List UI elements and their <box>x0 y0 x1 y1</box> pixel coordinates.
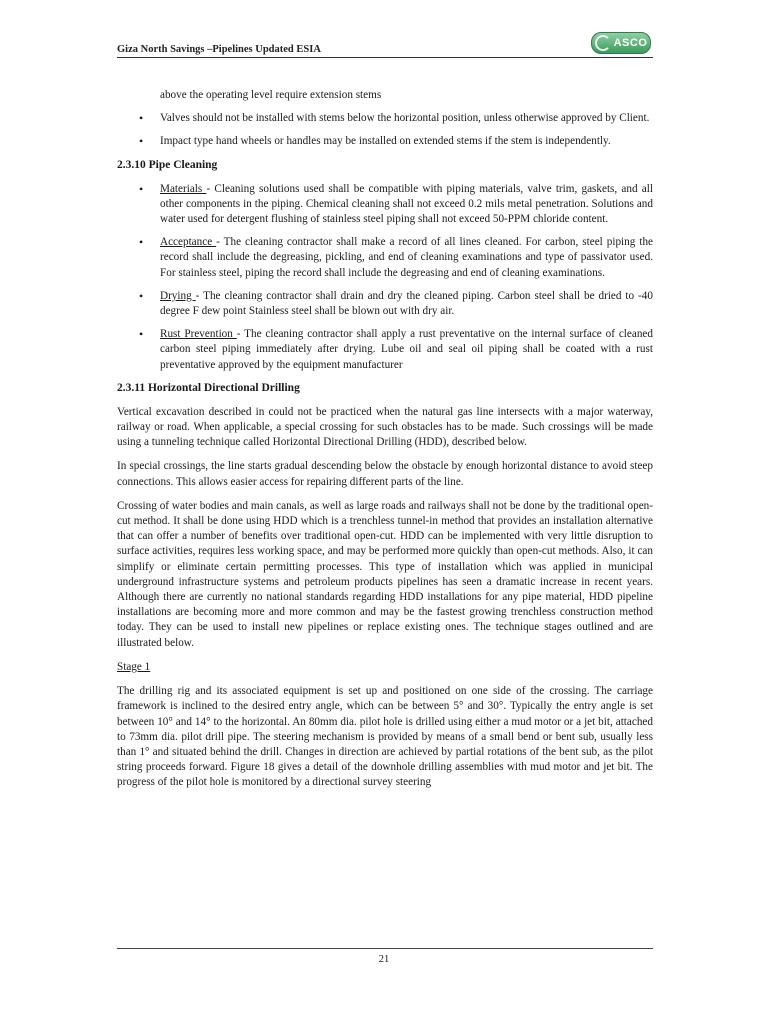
item-text: - Cleaning solutions used shall be compatible with piping materials, valve trim, gaskets, and all other components in the piping. Chemical cleaning shall not exceed 0.2 mils metal penetration. Solutions and water used for detergent flushing of stainless steel piping shall not exceed 50-PPM chloride content. <box>160 182 653 226</box>
document-title: Giza North Savings –Pipelines Updated ESIA <box>117 44 321 55</box>
term-rust-prevention: Rust Prevention <box>160 328 237 341</box>
term-materials: Materials <box>160 182 207 195</box>
list-item <box>117 289 653 319</box>
paragraph: The drilling rig and its associated equipment is set up and positioned on one side of the crossing. The carriage framework is inclined to the desired entry angle, which can be between 5° and 30°. Typically the entry angle is set between 10° and 14° to the horizontal. An 80mm dia. pilot hole is drilled using either a mud motor or a jet bit, attached to 73mm dia. pilot drill pipe. The steering mechanism is provided by means of a small bend or bent sub, usually less than 1° and situated behind the drill. Changes in direction are achieved by partial rotations of the bent sub, as the pilot string proceeds forward. Figure 18 gives a detail of the downhole drilling assemblies with mud motor and jet bit. The progress of the pilot hole is monitored by a directional survey steering <box>117 685 653 789</box>
list-item <box>117 235 653 281</box>
asco-logo <box>591 32 651 54</box>
list-item: • Valves should not be installed with stems below the horizontal position, unless otherwise approved by Client. <box>117 111 653 126</box>
logo-text: ASCO <box>613 37 648 49</box>
item-text: - The cleaning contractor shall drain and dry the cleaned piping. Carbon steel shall be dried to -40 degree F dew point Stainless steel shall be blown out with dry air. <box>160 289 653 318</box>
list-item: • Impact type hand wheels or handles may be installed on extended stems if the stem is independently. <box>117 134 653 149</box>
item-text: - The cleaning contractor shall apply a rust preventative on the internal surface of cleaned carbon steel piping immediately after drying. Lube oil and seal oil piping shall be coated with a rust preventative approved by the equipment manufacturer <box>160 328 653 371</box>
list-item <box>117 182 653 228</box>
section-heading-pipe-cleaning: 2.3.10 Pipe Cleaning <box>117 158 218 171</box>
pipe-cleaning-list <box>117 182 653 373</box>
intro-continuation: above the operating level require extension stems <box>160 89 382 101</box>
valve-bullet-list <box>117 111 653 149</box>
stage-1-heading: Stage 1 <box>117 660 151 673</box>
term-drying: Drying <box>160 289 196 302</box>
logo-swirl-icon <box>595 35 611 51</box>
paragraph: Crossing of water bodies and main canals, as well as large roads and railways shall not be done by the traditional open-cut method. It shall be done using HDD which is a trenchless tunnel-in method that provides an installation alternative that can offer a number of benefits over traditional open-cut. HDD can be implemented with very little disruption to surface activities, requires less working space, and may be performed more quickly than open-cut methods. Also, it can simplify or eliminate certain permitting processes. This type of installation which was applied in municipal underground infrastructure systems and petroleum products pipelines has seen a dramatic increase in recent years. Although there are currently no national standards regarding HDD installations for any pipe material, HDD pipeline installations are becoming more and more common and may be the fastest growing trenchless construction method today. They can be used to install new pipelines or replace existing ones. The technique stages outlined and are illustrated below. <box>117 499 653 649</box>
list-item <box>117 327 653 373</box>
section-heading-hdd: 2.3.11 Horizontal Directional Drilling <box>117 381 300 394</box>
footer-divider <box>117 948 653 949</box>
page-header <box>117 32 653 58</box>
item-text: - The cleaning contractor shall make a record of all lines cleaned. For carbon, steel piping the record shall include the degreasing, pickling, and end of cleaning examinations and type of passivator used. For stainless steel, piping the record shall include the degreasing and end of cleaning examinations. <box>160 236 654 279</box>
page-number: 21 <box>378 954 390 965</box>
term-acceptance: Acceptance <box>160 236 217 249</box>
page-body <box>117 88 653 800</box>
header-divider <box>117 57 653 58</box>
paragraph: Vertical excavation described in could not be practiced when the natural gas line intersects with a major waterway, railway or road. When applicable, a special crossing for such obstacles has to be made. Such crossings will be made using a tunneling technique called Horizontal Directional Drilling (HDD), described below. <box>117 405 653 449</box>
paragraph: In special crossings, the line starts gradual descending below the obstacle by enough horizontal distance to avoid steep connections. This allows easier access for repairing different parts of the line. <box>117 460 653 488</box>
